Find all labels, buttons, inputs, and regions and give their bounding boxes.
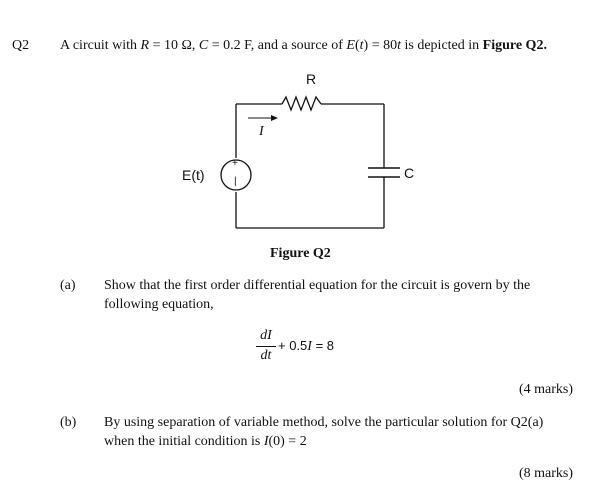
- equation-rest: [278, 338, 334, 355]
- intro-var-e: E: [346, 38, 355, 53]
- intro-text-3: = 0.2 F, and a source of: [208, 38, 347, 53]
- part-b-text-line2: [104, 434, 307, 450]
- equation-denominator: dt: [260, 348, 272, 363]
- equation-rest-part1: + 0.5: [278, 338, 308, 353]
- source-plus-sign: +: [232, 158, 238, 169]
- part-b-text-var: I: [263, 434, 269, 449]
- part-b-text-post: (0) = 2: [268, 434, 307, 449]
- part-b-marks: (8 marks): [519, 466, 574, 481]
- equation-fraction-bar: [256, 346, 276, 347]
- part-a-marks: (4 marks): [519, 382, 574, 397]
- source-minus-sign: |: [234, 176, 237, 187]
- figure-caption: Figure Q2: [270, 246, 331, 261]
- intro-var-t1: t: [359, 38, 364, 53]
- intro-var-r: R: [140, 38, 150, 53]
- resistor-label: R: [306, 71, 317, 87]
- intro-var-c: C: [198, 38, 209, 53]
- part-a-label: (a): [60, 278, 76, 293]
- current-label: I: [259, 124, 264, 139]
- part-b-text-line1: By using separation of variable method, solve the particular solution for Q2(a): [104, 415, 544, 430]
- part-b-label: (b): [60, 415, 77, 430]
- source-label: E(t): [182, 167, 205, 183]
- intro-text-1: A circuit with: [60, 38, 141, 53]
- current-arrow-head: [271, 115, 278, 121]
- equation-numerator: dI: [260, 328, 272, 343]
- intro-text-5: is depicted in: [401, 38, 483, 53]
- intro-figure-ref: Figure Q2.: [482, 38, 547, 53]
- capacitor-label: C: [404, 165, 415, 181]
- equation-rest-part2: = 8: [311, 338, 334, 353]
- intro-text-2: = 10 Ω,: [149, 38, 199, 53]
- intro-var-t2: t: [397, 38, 401, 53]
- intro-text-4: ) = 80: [363, 38, 398, 53]
- part-b-text-pre: when the initial condition is: [104, 434, 264, 449]
- part-a-text-line2: following equation,: [104, 297, 214, 312]
- equation-rest-var: I: [307, 339, 312, 354]
- question-number: Q2: [12, 38, 30, 53]
- intro-paren-open: (: [354, 38, 360, 53]
- part-a-text-line1: Show that the first order differential equation for the circuit is govern by the: [104, 278, 531, 293]
- resistor-symbol: [282, 97, 321, 110]
